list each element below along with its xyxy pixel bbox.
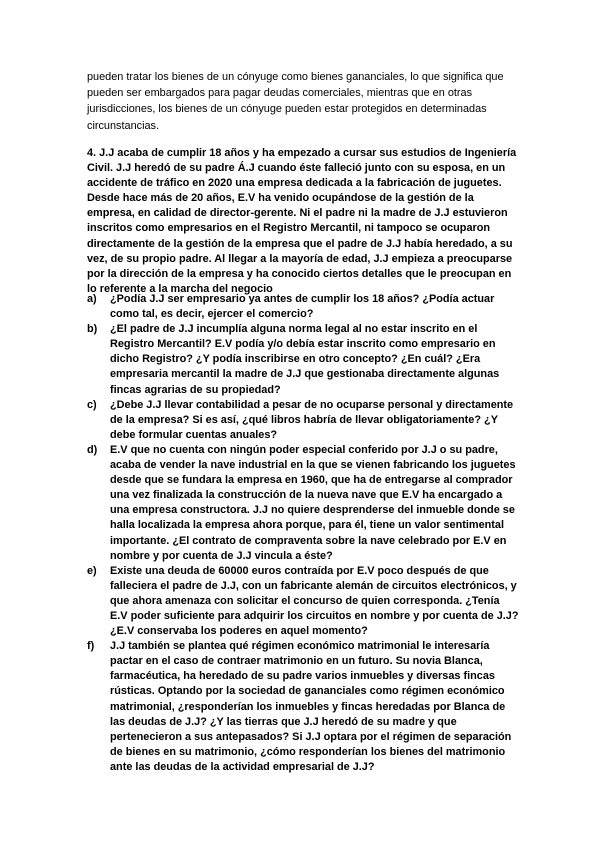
question-text: J.J acaba de cumplir 18 años y ha empezado a cursar sus estudios de Ingeniería Civil. J.J heredó de su padre Á.J cuando éste falleció junto con su esposa, en un accidente de tráfico en 2020 una empresa dedicada a la fabricación de juguetes. Desde hace más de 20 años, E.V ha venido ocupándose de la gestión de la empresa, en calidad de director-gerente. Ni el padre ni la madre de J.J estuvieron inscritos como empresarios en el Registro Mercantil, ni tampoco se ocuparon directamente de la gestión de la empresa que el padre de J.J había heredado, a su vez, de su propio padre. Al llegar a la mayoría de edad, J.J empieza a preocuparse por la dirección de la empresa y ha conocido ciertos detalles que le preocupan en lo referente a la marcha del negocio (87, 147, 517, 295)
subquestion-letter: a) (87, 293, 97, 305)
subquestion-a (87, 292, 519, 322)
subquestion-letter: e) (87, 564, 97, 577)
subquestion-f (87, 639, 519, 775)
subquestion-letter: d) (87, 443, 98, 456)
subquestion-text: ¿El padre de J.J incumplía alguna norma legal al no estar inscrito en el Registro Mercantil? E.V podía y/o debía estar inscrito como empresario en dicho Registro? ¿Y podía inscribirse en otro concepto? ¿En cuál? ¿Era empresaria mercantil la madre de J.J que gestionaba directamente algunas fincas agrarias de su propiedad? (110, 323, 500, 396)
subquestion-text: Existe una deuda de 60000 euros contraída por E.V poco después de que falleciera el padre de J.J, con un fabricante alemán de circuitos electrónicos, y que ahora amenaza con solicitar el concurso de quien corresponda. ¿Tenía E.V poder suficiente para adquirir los circuitos en nombre y por cuenta de J.J? ¿E.V conservaba los poderes en aquel momento? (110, 564, 519, 638)
subquestion-letter: c) (87, 398, 97, 411)
subquestion-list (87, 292, 519, 775)
question-number: 4. (87, 147, 97, 159)
intro-paragraph: pueden tratar los bienes de un cónyuge como bienes gananciales, lo que significa que pueden ser embargados para pagar deudas comerciales, mientras que en otras jurisdicciones, los bienes de un cónyuge pueden estar protegidos en determinadas circunstancias. (87, 71, 504, 132)
subquestion-text: E.V que no cuenta con ningún poder especial conferido por J.J o su padre, acaba de vender la nave industrial en la que se vienen fabricando los juguetes desde que se fundara la empresa en 1960, que ha de entregarse al comprador una vez finalizada la construcción de la nueva nave que E.V ha encargado a una empresa constructora. J.J no quiere desprenderse del inmueble donde se halla localizada la empresa ahora porque, para él, tiene un valor sentimental importante. ¿El contrato de compraventa sobre la nave celebrado por E.V en nombre y por cuenta de J.J vincula a éste? (110, 443, 516, 562)
subquestion-text: ¿Podía J.J ser empresario ya antes de cumplir los 18 años? ¿Podía actuar como tal, es decir, ejercer el comercio? (110, 293, 495, 321)
subquestion-letter: b) (87, 323, 98, 336)
subquestion-letter: f) (87, 640, 95, 653)
subquestion-text: J.J también se plantea qué régimen económico matrimonial le interesaría pactar en el caso de contraer matrimonio en un futuro. Su novia Blanca, farmacéutica, ha heredado de su padre varios inmuebles y diversas fincas rústicas. Optando por la sociedad de gananciales como régimen económico matrimonial, ¿responderían los inmuebles y fincas heredadas por Blanca de las deudas de J.J? ¿Y las tierras que J.J heredó de su madre y que pertenecieron a sus antepasados? Si J.J optara por el régimen de separación de bienes en su matrimonio, ¿cómo responderían los bienes del matrimonio ante las deudas de la actividad empresarial de J.J? (110, 640, 512, 773)
subquestion-e (87, 564, 519, 639)
subquestion-d (87, 443, 519, 564)
subquestion-b (87, 322, 519, 397)
subquestion-c (87, 398, 519, 443)
question-4 (87, 146, 519, 297)
subquestion-text: ¿Debe J.J llevar contabilidad a pesar de no ocuparse personal y directamente de la empresa? Si es así, ¿qué libros habría de llevar obligatoriamente? ¿Y debe formular cuentas anuales? (110, 398, 514, 441)
